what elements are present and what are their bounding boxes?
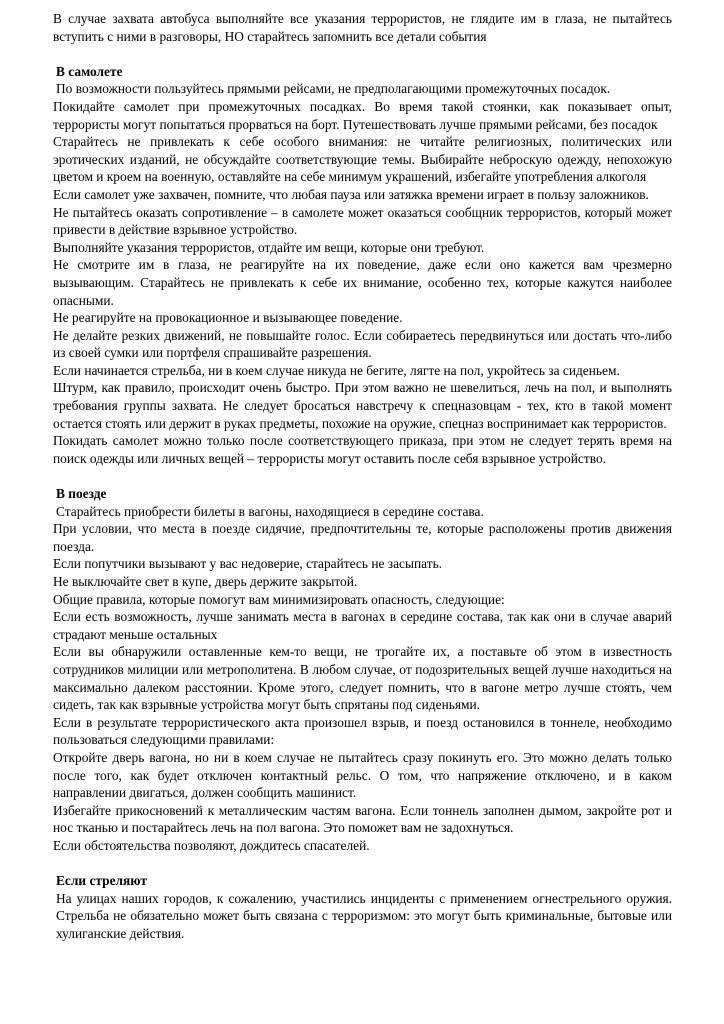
section-heading-plane: В самолете [56, 63, 123, 79]
paragraph: Если начинается стрельба, ни в коем случае никуда не бегите, лягте на пол, укройтесь за сиденьем. [53, 362, 620, 378]
section-shooting [53, 872, 672, 942]
section-train [53, 485, 672, 854]
paragraph: Если самолет уже захвачен, помните, что любая пауза или затяжка времени играет в пользу заложников. [53, 186, 649, 202]
paragraph: Штурм, как правило, происходит очень быстро. При этом важно не шевелиться, лечь на пол, и выполнять требования группы захвата. Не следует бросаться навстречу к спецназовцам - тех, кто в такой момент остается стоять или держит в руках предметы, похожие на оружие, спецназ воспринимает как террористов. [53, 380, 672, 431]
section-spacer [53, 855, 672, 873]
paragraph: Не делайте резких движений, не повышайте голос. Если собираетесь передвинуться или достать что-либо из своей сумки или портфеля спрашивайте разрешения. [53, 327, 672, 361]
paragraph: Покидайте самолет при промежуточных посадках. Во время такой стоянки, как показывает опыт, террористы могут попытаться прорваться на борт. Путешествовать лучше прямыми рейсами, без посадок [53, 98, 672, 132]
paragraph: Избегайте прикосновений к металлическим частям вагона. Если тоннель заполнен дымом, закройте рот и нос тканью и постарайтесь лечь на пол вагона. Это поможет вам не задохнуться. [53, 802, 672, 836]
paragraph: Откройте дверь вагона, но ни в коем случае не пытайтесь сразу покинуть его. Это можно делать только после того, как будет отключен контактный рельс. О том, что напряжение отключено, и в каком направлении двигаться, должен сообщить машинист. [53, 749, 672, 801]
paragraph: Покидать самолет можно только после соответствующего приказа, при этом не следует терять время на поиск одежды или личных вещей – террористы могут оставить после себя взрывное устройство. [53, 433, 672, 466]
paragraph: Общие правила, которые помогут вам минимизировать опасность, следующие: [53, 591, 505, 607]
paragraph: Старайтесь не привлекать к себе особого внимания: не читайте религиозных, политических или эротических изданий, не обсуждайте соответствующие темы. Выбирайте неброскую одежду, непохожую цветом и кроем на военную, оставляйте на себе минимум украшений, избегайте употребления алкоголя [53, 134, 672, 185]
paragraph: Старайтесь приобрести билеты в вагоны, находящиеся в середине состава. [56, 503, 484, 519]
paragraph: По возможности пользуйтесь прямыми рейсами, не предполагающими промежуточных посадок. [56, 81, 611, 97]
paragraph: Если попутчики вызывают у вас недоверие, старайтесь не засыпать. [53, 556, 443, 572]
intro-paragraph: В случае захвата автобуса выполняйте все указания террористов, не глядите им в глаза, не пытайтесь вступить с ними в разговоры, НО старайтесь запомнить все детали события [53, 11, 672, 44]
paragraph: Не реагируйте на провокационное и вызывающее поведение. [53, 310, 403, 326]
paragraph: При условии, что места в поезде сидячие, предпочтительны те, которые расположены против движения поезда. [53, 521, 672, 554]
paragraph: Если обстоятельства позволяют, дождитесь спасателей. [53, 837, 370, 853]
paragraph: Не смотрите им в глаза, не реагируйте на их поведение, даже если оно кажется вам чрезмерно вызывающим. Старайтесь не привлекать к себе их внимание, особенно тех, которые кажутся наиболее опасными. [53, 257, 672, 308]
paragraph: Не выключайте свет в купе, дверь держите закрытой. [53, 574, 358, 589]
paragraph: Если в результате террористического акта произошел взрыв, и поезд остановился в тоннеле, необходимо пользоваться следующими правилами: [53, 714, 672, 748]
paragraph: Если есть возможность, лучше занимать места в вагонах в середине состава, так как они в случае аварий страдают меньше остальных [53, 609, 672, 642]
section-plane [53, 63, 672, 468]
section-heading-train: В поезде [56, 486, 107, 502]
section-spacer [53, 45, 672, 63]
paragraph: Если вы обнаружили оставленные кем-то вещи, не трогайте их, а поставьте об этом в известность сотрудников милиции или метрополитена. В любом случае, от подозрительных вещей лучше находиться на максимально далеком расстоянии. Кроме этого, следует помнить, что в вагоне метро лучше стоять, чем сидеть, так как взрывные устройства могут быть спрятаны под сиденьями. [53, 644, 672, 713]
section-heading-shooting: Если стреляют [56, 873, 147, 889]
paragraph: На улицах наших городов, к сожалению, участились инциденты с применением огнестрельного оружия. Стрельба не обязательно может быть связана с терроризмом: это могут быть криминальные, бытовые или хулиганские действия. [56, 890, 672, 941]
section-spacer [53, 467, 672, 485]
paragraph: Не пытайтесь оказать сопротивление – в самолете может оказаться сообщник террористов, который может привести в действие взрывное устройство. [53, 204, 672, 238]
paragraph: Выполняйте указания террористов, отдайте им вещи, которые они требуют. [53, 239, 485, 255]
